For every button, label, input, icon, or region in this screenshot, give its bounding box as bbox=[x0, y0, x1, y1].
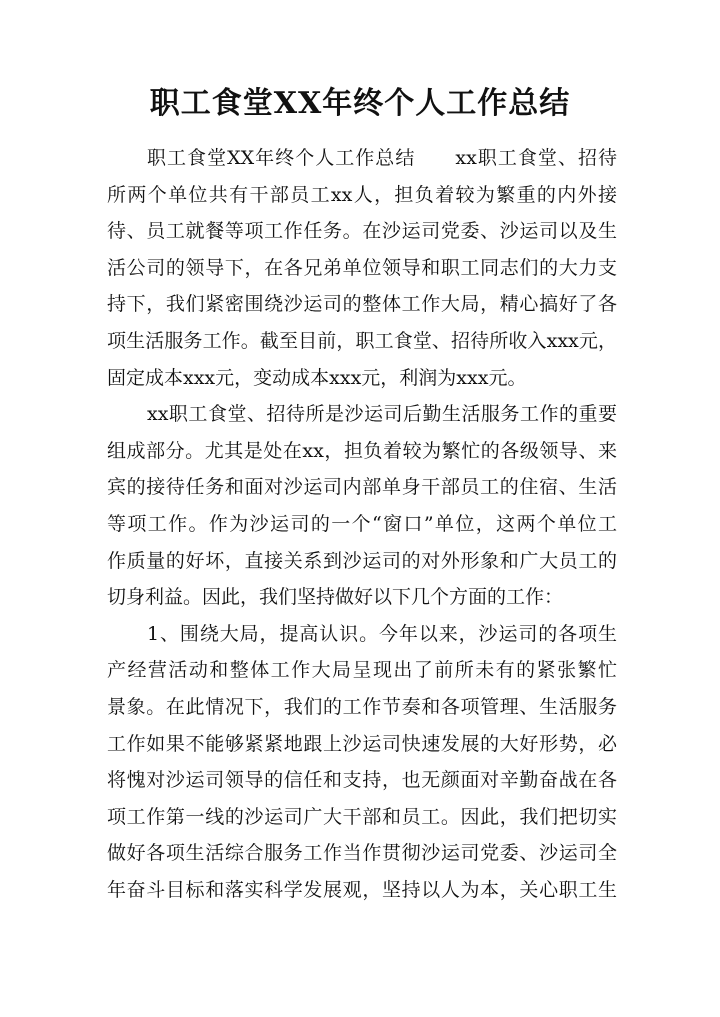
text-line: 宾的接待任务和面对沙运司内部单身干部员工的住宿、生活 bbox=[107, 476, 617, 499]
text-line: 待、员工就餐等项工作任务。在沙运司党委、沙运司以及生 bbox=[107, 220, 617, 243]
text-line: 持下，我们紧密围绕沙运司的整体工作大局，精心搞好了各 bbox=[107, 293, 617, 316]
text-line: 切身利益。因此，我们坚持做好以下几个方面的工作： bbox=[107, 586, 564, 609]
document-title: 职工食堂XX年终个人工作总结 bbox=[149, 86, 571, 121]
text-line: 产经营活动和整体工作大局呈现出了前所未有的紧张繁忙 bbox=[107, 659, 617, 682]
text-line: 1、围绕大局，提高认识。今年以来，沙运司的各项生 bbox=[147, 622, 617, 645]
text-line: 工作如果不能够紧紧地跟上沙运司快速发展的大好形势，必 bbox=[107, 732, 617, 755]
text-line: 职工食堂XX年终个人工作总结 xx职工食堂、招待 bbox=[147, 147, 617, 169]
text-line: 年奋斗目标和落实科学发展观，坚持以人为本，关心职工生 bbox=[107, 878, 617, 901]
text-line: 组成部分。尤其是处在xx，担负着较为繁忙的各级领导、来 bbox=[107, 439, 617, 462]
text-line: 作质量的好坏，直接关系到沙运司的对外形象和广大员工的 bbox=[107, 549, 617, 572]
text-line: 项生活服务工作。截至目前，职工食堂、招待所收入xxx元， bbox=[107, 329, 617, 352]
text-line: 等项工作。作为沙运司的一个“窗口”单位，这两个单位工 bbox=[107, 512, 617, 535]
text-line: 固定成本xxx元，变动成本xxx元，利润为xxx元。 bbox=[107, 366, 527, 389]
text-line: 将愧对沙运司领导的信任和支持，也无颜面对辛勤奋战在各 bbox=[107, 769, 617, 792]
text-line: 做好各项生活综合服务工作当作贯彻沙运司党委、沙运司全 bbox=[107, 842, 617, 865]
text-line: 景象。在此情况下，我们的工作节奏和各项管理、生活服务 bbox=[107, 695, 617, 718]
text-line: xx职工食堂、招待所是沙运司后勤生活服务工作的重要 bbox=[147, 403, 617, 426]
text-line: 项工作第一线的沙运司广大干部和员工。因此，我们把切实 bbox=[107, 805, 617, 828]
text-line: 活公司的领导下，在各兄弟单位领导和职工同志们的大力支 bbox=[107, 256, 617, 279]
text-line: 所两个单位共有干部员工xx人，担负着较为繁重的内外接 bbox=[107, 183, 617, 206]
document-body bbox=[107, 140, 617, 908]
